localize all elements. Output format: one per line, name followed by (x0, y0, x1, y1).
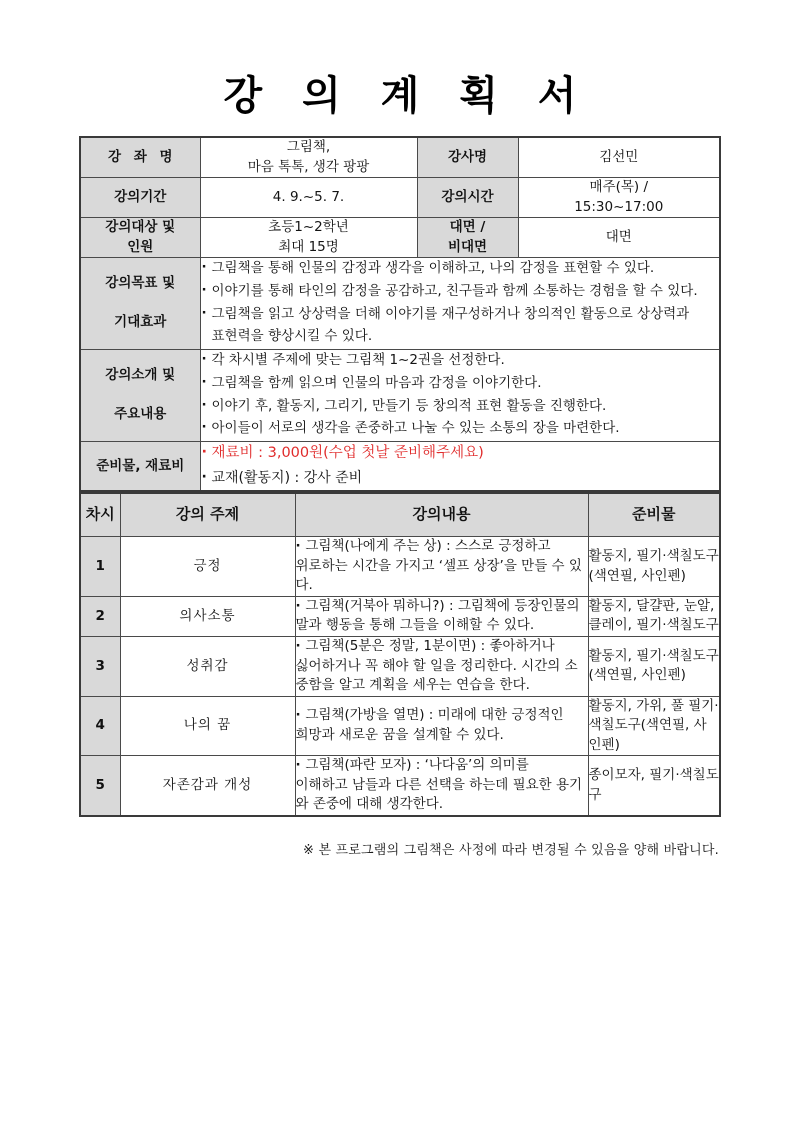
page-title: 강 의 계 획 서 (223, 73, 590, 119)
list-item: · 그림책을 통해 인물의 감정과 생각을 이해하고, 나의 감정을 표현할 수 있다. (201, 258, 720, 280)
table-row (80, 349, 720, 441)
column-header-content: 강의내용 (295, 493, 588, 536)
schedule-header-row (80, 493, 720, 536)
mode-label-line1: 대면 / (449, 219, 486, 236)
time-line1: 매주(목) / (589, 179, 648, 196)
list-item: · 아이들이 서로의 생각을 존중하고 나눌 수 있는 소통의 장을 마련한다. (201, 418, 720, 440)
session-content-first: · 그림책(나에게 주는 상) : 스스로 긍정하고 (296, 537, 588, 557)
session-topic: 나의 꿈 (120, 696, 295, 756)
list-item: · 그림책을 읽고 상상력을 더해 이야기를 재구성하거나 창의적인 활동으로 상상력과 표현력을 향상시킬 수 있다. (201, 304, 720, 348)
table-row (80, 137, 720, 178)
list-item: · 각 차시별 주제에 맞는 그림책 1~2권을 선정한다. (201, 350, 720, 372)
list-item: · 이야기 후, 활동지, 그리기, 만들기 등 창의적 표현 활동을 진행한다. (201, 396, 720, 418)
mode-label (417, 218, 518, 258)
session-content-first: · 그림책(가방을 열면) : 미래에 대한 긍정적인 (296, 706, 588, 726)
target-label-line2: 인원 (127, 238, 154, 255)
goals-label (80, 258, 200, 349)
session-content-rest: 말과 행동을 통해 그들을 이해할 수 있다. (295, 617, 535, 634)
course-name-value (200, 137, 417, 178)
time-line2: 15:30~17:00 (574, 198, 664, 215)
goals-content (200, 258, 720, 349)
list-item: · 그림책을 함께 읽으며 인물의 마음과 감정을 이야기한다. (201, 373, 720, 395)
goals-label-line1: 강의목표 및 (105, 275, 176, 292)
list-item-textbook: · 교재(활동지) : 강사 준비 (201, 467, 720, 490)
footer-note: ※ 본 프로그램의 그림책은 사정에 따라 변경될 수 있음을 양해 바랍니다. (303, 843, 719, 859)
table-row (80, 756, 720, 816)
mode-value: 대면 (518, 218, 720, 258)
target-value-line2: 최대 15명 (278, 238, 339, 255)
time-value (518, 178, 720, 218)
column-header-session: 차시 (80, 493, 120, 536)
session-number: 3 (80, 636, 120, 696)
table-row (80, 537, 720, 597)
intro-label-line2: 주요내용 (114, 406, 167, 423)
list-item-fee: · 재료비 : 3,000원(수업 첫날 준비해주세요) (201, 442, 720, 465)
target-value-line1: 초등1~2학년 (268, 219, 349, 236)
session-content-rest: 위로하는 시간을 가지고 ‘셀프 상장’을 만들 수 있다. (295, 557, 582, 594)
session-materials: 활동지, 필기·색칠도구(색연필, 사인펜) (588, 537, 720, 597)
target-value (200, 218, 417, 258)
table-row (80, 258, 720, 349)
session-content (295, 756, 588, 816)
course-name-label: 강 좌 명 (80, 137, 200, 178)
session-content (295, 596, 588, 636)
session-content (295, 696, 588, 756)
list-item: · 이야기를 통해 타인의 감정을 공감하고, 친구들과 함께 소통하는 경험을 할 수 있다. (201, 281, 720, 303)
intro-label (80, 349, 200, 441)
mode-label-line2: 비대면 (447, 238, 488, 255)
session-materials: 활동지, 필기·색칠도구(색연필, 사인펜) (588, 636, 720, 696)
table-row (80, 636, 720, 696)
goals-label-line2: 기대효과 (114, 314, 167, 331)
table-row (80, 442, 720, 492)
session-topic: 자존감과 개성 (120, 756, 295, 816)
target-label (80, 218, 200, 258)
session-content-first: · 그림책(거북아 뭐하니?) : 그림책에 등장인물의 (296, 597, 588, 617)
session-content-rest: 희망과 새로운 꿈을 설계할 수 있다. (295, 727, 504, 743)
session-content-rest: 이해하고 남들과 다른 선택을 하는데 필요한 용기와 존중에 대해 생각한다. (295, 776, 583, 813)
period-label: 강의기간 (80, 178, 200, 218)
session-content-rest: 싫어하거나 꼭 해야 할 일을 정리한다. 시간의 소중함을 알고 계획을 세우는 연습을 한다. (295, 657, 578, 694)
table-row (80, 218, 720, 258)
materials-list (201, 442, 720, 489)
course-name-line2: 마음 톡톡, 생각 팡팡 (247, 158, 370, 175)
column-header-materials: 준비물 (588, 493, 720, 536)
session-content-first: · 그림책(파란 모자) : ‘나다움’의 의미를 (296, 756, 588, 776)
course-info-table (79, 136, 721, 492)
goals-list (201, 258, 720, 347)
period-value: 4. 9.~5. 7. (200, 178, 417, 218)
session-topic: 긍정 (120, 537, 295, 597)
session-content (295, 636, 588, 696)
session-number: 1 (80, 537, 120, 597)
session-materials: 활동지, 가위, 풀 필기·색칠도구(색연필, 사인펜) (588, 696, 720, 756)
schedule-table (79, 492, 721, 817)
instructor-label: 강사명 (417, 137, 518, 178)
session-materials: 활동지, 달걀판, 눈알, 클레이, 필기·색칠도구 (588, 596, 720, 636)
session-materials: 종이모자, 필기·색칠도구 (588, 756, 720, 816)
session-topic: 성취감 (120, 636, 295, 696)
time-label: 강의시간 (417, 178, 518, 218)
course-name-line1: 그림책, (286, 139, 331, 155)
column-header-topic: 강의 주제 (120, 493, 295, 536)
instructor-value: 김선민 (518, 137, 720, 178)
target-label-line1: 강의대상 및 (105, 219, 176, 236)
session-number: 5 (80, 756, 120, 816)
materials-content (200, 442, 720, 492)
session-content (295, 537, 588, 597)
table-row (80, 696, 720, 756)
session-number: 4 (80, 696, 120, 756)
table-row (80, 596, 720, 636)
session-number: 2 (80, 596, 120, 636)
intro-content (200, 349, 720, 441)
intro-list (201, 350, 720, 440)
table-row (80, 178, 720, 218)
materials-label: 준비물, 재료비 (80, 442, 200, 492)
session-content-first: · 그림책(5분은 정말, 1분이면) : 좋아하거나 (296, 637, 588, 657)
session-topic: 의사소통 (120, 596, 295, 636)
intro-label-line1: 강의소개 및 (105, 367, 176, 384)
